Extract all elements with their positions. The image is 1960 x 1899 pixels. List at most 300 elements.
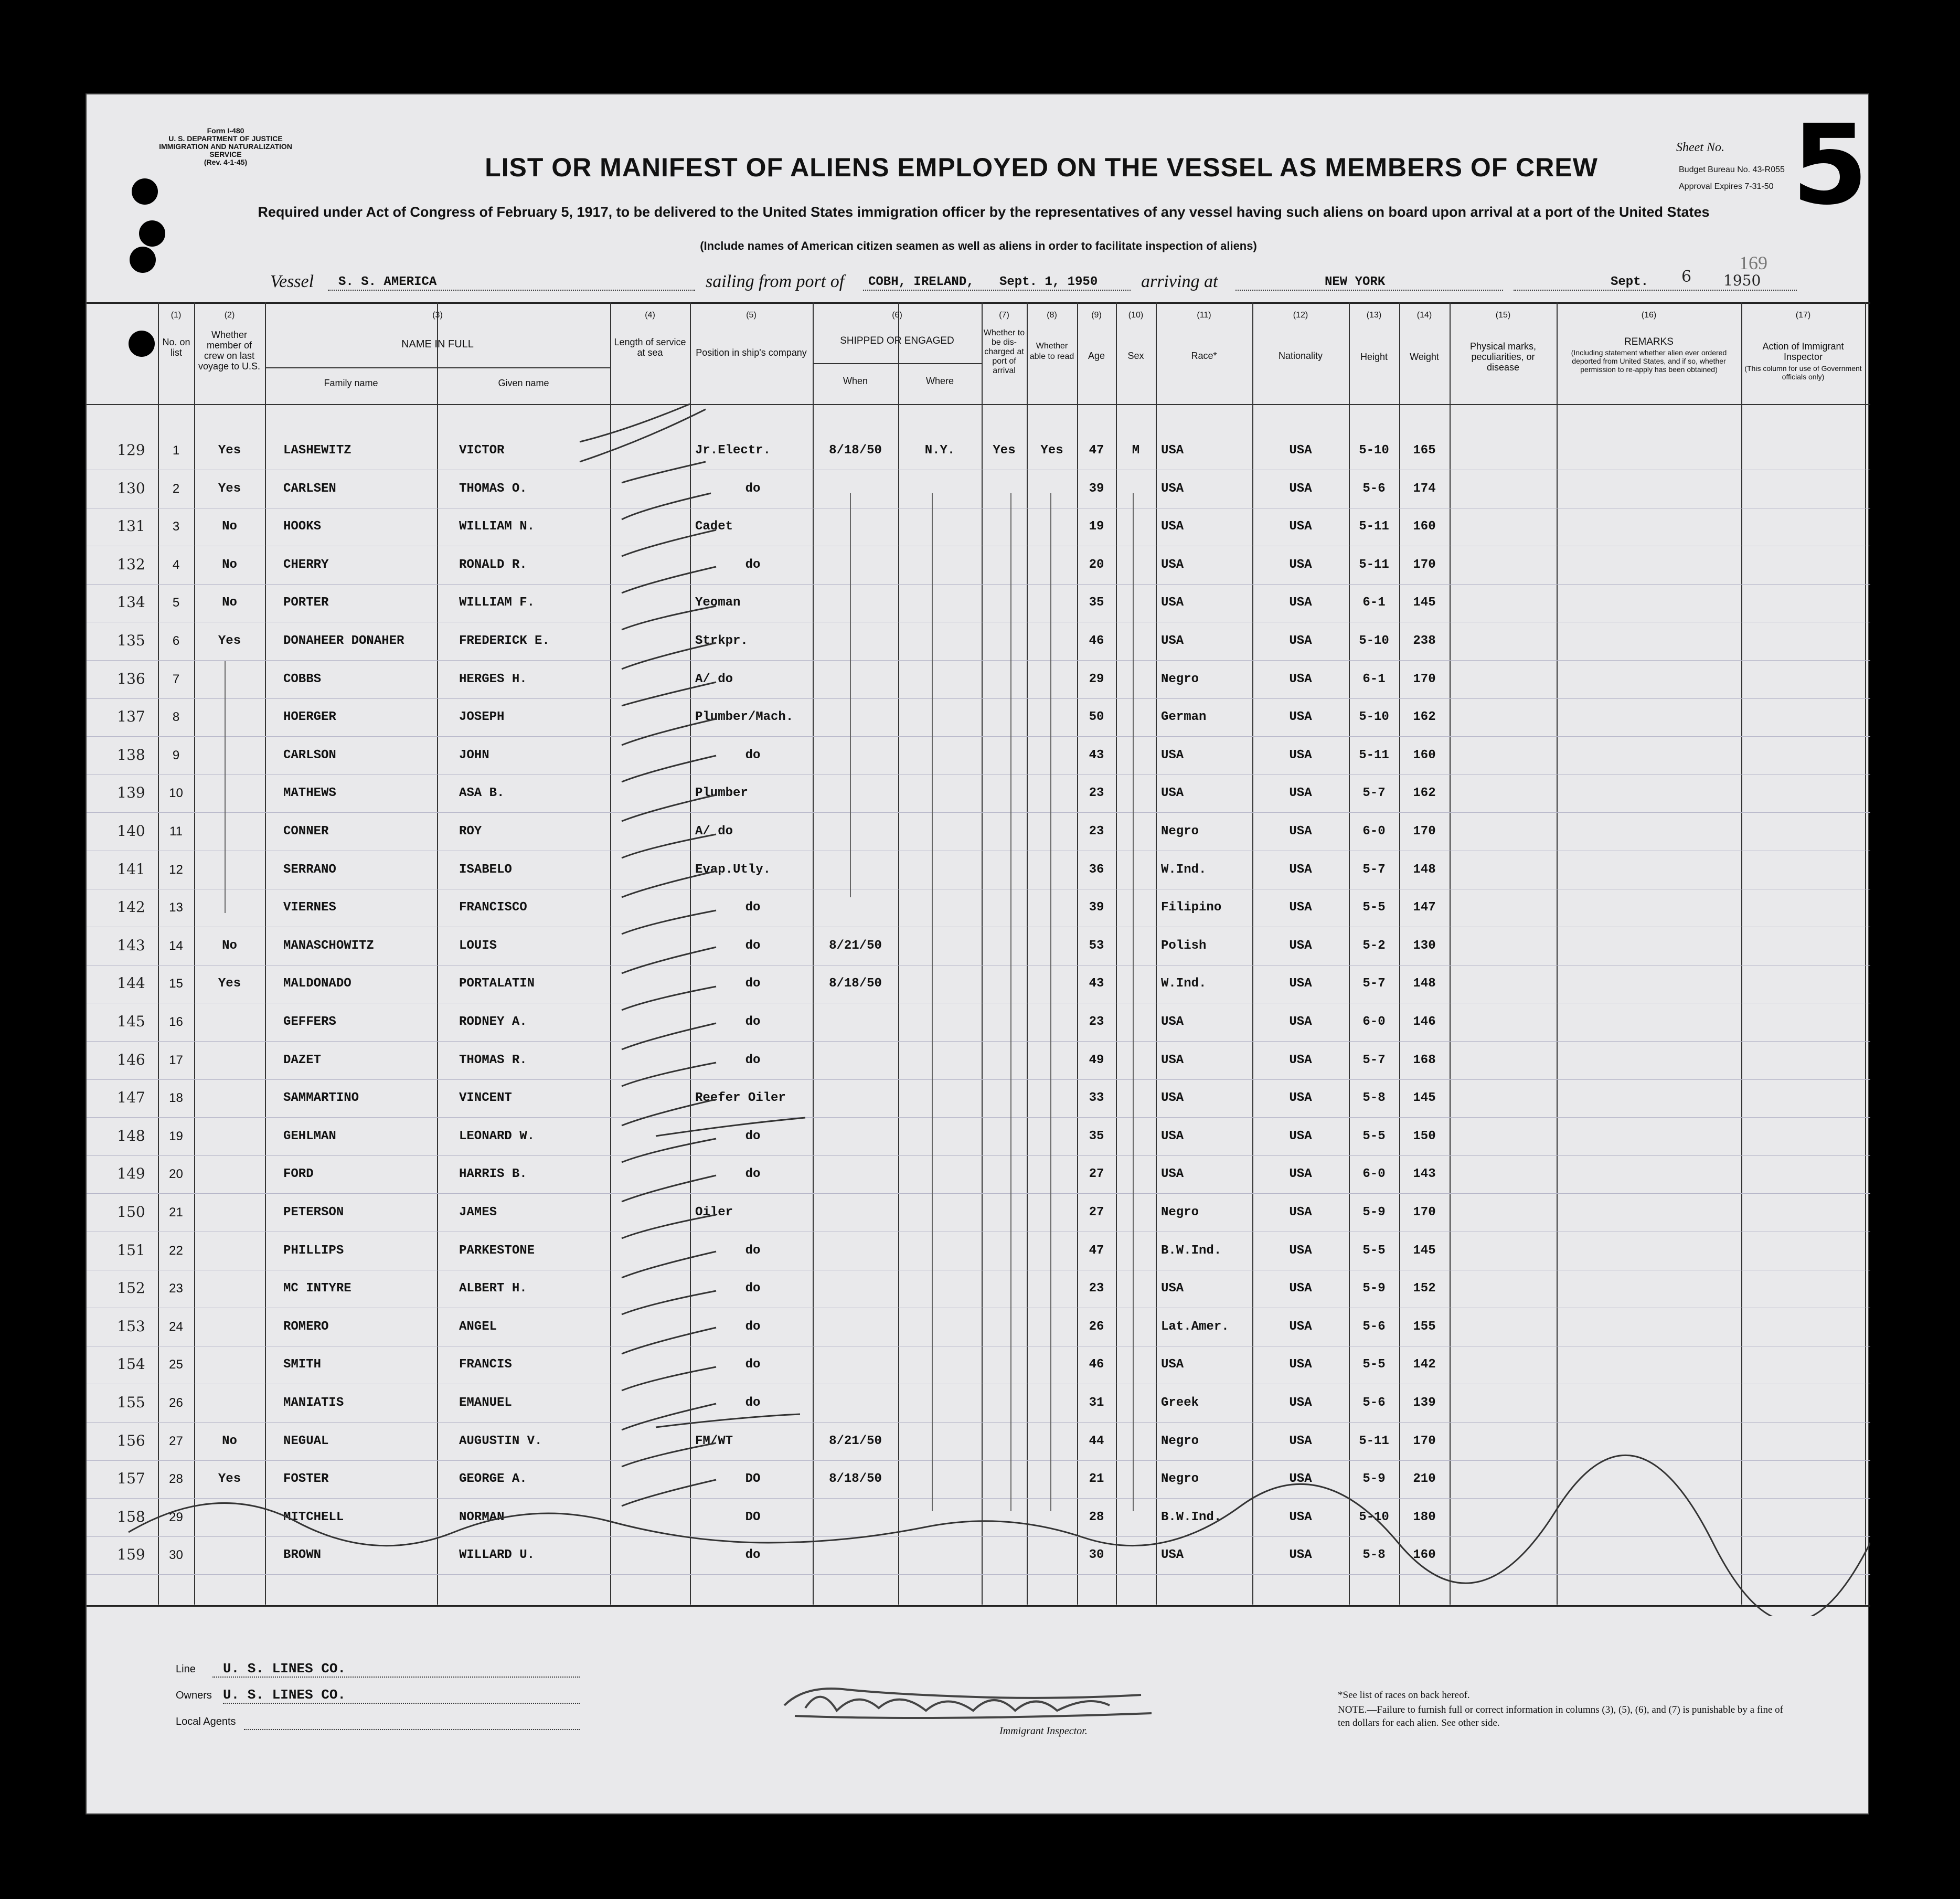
height: 5-6 [1362, 1319, 1386, 1334]
line-number: 131 [117, 517, 145, 535]
row-number: 16 [169, 1015, 183, 1029]
family-name: SERRANO [283, 862, 336, 877]
race: B.W.Ind. [1161, 1243, 1222, 1258]
weight: 160 [1413, 519, 1436, 534]
given-name: THOMAS R. [459, 1053, 527, 1067]
position: DO [745, 1472, 761, 1487]
position: do [745, 1129, 761, 1143]
weight: 146 [1413, 1015, 1436, 1029]
age: 23 [1089, 824, 1104, 839]
height: 5-5 [1362, 1357, 1386, 1372]
handwritten-check-marks [87, 94, 1870, 1616]
position: do [745, 1319, 761, 1334]
line-number: 149 [117, 1165, 145, 1183]
col-num-14: (14) [1416, 311, 1432, 320]
nationality: USA [1289, 710, 1312, 725]
given-name: WILLIAM F. [459, 596, 535, 610]
weight: 238 [1413, 634, 1436, 648]
given-name: WILLIAM N. [459, 519, 535, 534]
row-number: 15 [169, 977, 183, 991]
row-number: 11 [169, 824, 183, 839]
position: do [745, 938, 761, 953]
weight: 160 [1413, 1548, 1436, 1563]
height: 6-0 [1362, 824, 1386, 839]
member-last-voyage: Yes [218, 1472, 241, 1487]
given-name: ANGEL [459, 1319, 497, 1334]
arriving-label: arriving at [1141, 272, 1218, 291]
given-name: PARKESTONE [459, 1243, 535, 1258]
family-name: FORD [283, 1167, 314, 1182]
col-num-16: (16) [1641, 311, 1657, 320]
line-number: 154 [117, 1355, 145, 1373]
col-num-9: (9) [1091, 311, 1102, 320]
header-action-inspector: Action of Immigrant Inspector [1762, 341, 1844, 362]
department: U. S. DEPARTMENT OF JUSTICE [168, 134, 283, 143]
position: do [745, 977, 761, 991]
nationality: USA [1289, 1281, 1312, 1296]
weight: 152 [1413, 1281, 1436, 1296]
sheet-number-label: Sheet No. [1676, 141, 1724, 154]
age: 23 [1089, 1015, 1104, 1029]
header-position: Position in ship's company [696, 347, 807, 358]
line-number: 140 [117, 822, 145, 840]
nationality: USA [1289, 596, 1312, 610]
shipped-when: 8/18/50 [829, 443, 882, 458]
header-family-name: Family name [324, 378, 378, 388]
nationality: USA [1289, 1357, 1312, 1372]
given-name: GEORGE A. [459, 1472, 527, 1487]
position: A/ do [695, 672, 733, 686]
family-name: FOSTER [283, 1472, 329, 1487]
line-number: 144 [117, 974, 145, 992]
row-number: 2 [172, 481, 180, 496]
position: do [745, 748, 761, 762]
row-number: 22 [169, 1243, 183, 1258]
weight: 165 [1413, 443, 1436, 458]
arrival-month: Sept. [1611, 275, 1649, 289]
nationality: USA [1289, 1129, 1312, 1143]
given-name: ROY [459, 824, 482, 839]
race: USA [1161, 786, 1184, 801]
weight: 210 [1413, 1472, 1436, 1487]
given-name: EMANUEL [459, 1396, 512, 1410]
height: 5-9 [1362, 1472, 1386, 1487]
given-name: FRANCISCO [459, 900, 527, 915]
nationality: USA [1289, 1015, 1312, 1029]
row-number: 14 [169, 938, 183, 953]
position: do [745, 1357, 761, 1372]
age: 23 [1089, 1281, 1104, 1296]
weight: 142 [1413, 1357, 1436, 1372]
position: do [745, 900, 761, 915]
race: USA [1161, 1091, 1184, 1106]
race: USA [1161, 519, 1184, 534]
height: 5-10 [1359, 1510, 1389, 1524]
line-label: Line [176, 1663, 196, 1675]
row-number: 1 [172, 443, 180, 458]
family-name: LASHEWITZ [283, 443, 351, 458]
line-number: 143 [117, 936, 145, 954]
arrival-year: 1950 [1723, 272, 1761, 289]
weight: 148 [1413, 977, 1436, 991]
race: Negro [1161, 824, 1199, 839]
owners-value: U. S. LINES CO. [223, 1687, 346, 1703]
height: 5-5 [1362, 1129, 1386, 1143]
row-number: 26 [169, 1396, 183, 1410]
row-number: 30 [169, 1548, 183, 1563]
nationality: USA [1289, 1434, 1312, 1448]
given-name: PORTALATIN [459, 977, 535, 991]
age: 39 [1089, 481, 1104, 496]
age: 21 [1089, 1472, 1104, 1487]
manifest-sheet [86, 93, 1869, 1815]
height: 5-11 [1359, 519, 1389, 534]
header-name-in-full: NAME IN FULL [401, 338, 474, 350]
nationality: USA [1289, 900, 1312, 915]
given-name: JOHN [459, 748, 489, 762]
given-name: VICTOR [459, 443, 505, 458]
race: USA [1161, 1015, 1184, 1029]
form-number: Form I-480 [207, 126, 244, 135]
race: Filipino [1161, 900, 1222, 915]
weight: 168 [1413, 1053, 1436, 1067]
race: USA [1161, 1281, 1184, 1296]
line-number: 139 [117, 784, 145, 802]
row-number: 27 [169, 1434, 183, 1448]
col-num-11: (11) [1197, 311, 1211, 320]
nationality: USA [1289, 1510, 1312, 1524]
col-num-1: (1) [171, 311, 182, 320]
line-number: 155 [117, 1394, 145, 1411]
age: 43 [1089, 748, 1104, 762]
col-num-4: (4) [645, 311, 655, 320]
given-name: VINCENT [459, 1091, 512, 1106]
header-member-last-voyage: Whether member of crew on last voyage to U.S. [198, 330, 261, 372]
nationality: USA [1289, 481, 1312, 496]
page-number-stamp: 169 [1739, 252, 1767, 273]
line-number: 136 [117, 670, 145, 687]
shipped-when: 8/21/50 [829, 938, 882, 953]
row-number: 6 [172, 634, 180, 648]
weight: 143 [1413, 1167, 1436, 1182]
line-number: 137 [117, 708, 145, 726]
col-num-5: (5) [746, 311, 757, 320]
col-num-8: (8) [1047, 311, 1057, 320]
family-name: PORTER [283, 596, 329, 610]
shipped-when: 8/21/50 [829, 1434, 882, 1448]
family-name: CONNER [283, 824, 329, 839]
height: 5-2 [1362, 938, 1386, 953]
position: do [745, 1548, 761, 1563]
header-when: When [843, 376, 868, 386]
race: USA [1161, 1357, 1184, 1372]
nationality: USA [1289, 443, 1312, 458]
col-num-10: (10) [1128, 311, 1144, 320]
height: 5-9 [1362, 1205, 1386, 1219]
weight: 174 [1413, 481, 1436, 496]
age: 20 [1089, 557, 1104, 572]
member-last-voyage: Yes [218, 481, 241, 496]
member-last-voyage: Yes [218, 634, 241, 648]
fine-note: NOTE.—Failure to furnish full or correct information in columns (3), (5), (6), and (7) is punishable by a fine of ten dollars for each alien. See other side. [1338, 1704, 1783, 1728]
line-number: 129 [117, 441, 145, 459]
weight: 130 [1413, 938, 1436, 953]
age: 26 [1089, 1319, 1104, 1334]
header-height: Height [1360, 352, 1388, 362]
age: 35 [1089, 1129, 1104, 1143]
family-name: MANIATIS [283, 1396, 344, 1410]
sailing-label: sailing from port of [706, 272, 845, 291]
age: 46 [1089, 1357, 1104, 1372]
member-last-voyage: Yes [218, 977, 241, 991]
line-number: 159 [117, 1546, 145, 1564]
revision: (Rev. 4-1-45) [204, 158, 248, 166]
line-number: 147 [117, 1089, 145, 1107]
family-name: DAZET [283, 1053, 322, 1067]
line-number: 146 [117, 1051, 145, 1068]
given-name: HERGES H. [459, 672, 527, 686]
given-name: LOUIS [459, 938, 497, 953]
member-last-voyage: No [222, 938, 237, 953]
age: 53 [1089, 938, 1104, 953]
family-name: BROWN [283, 1548, 322, 1563]
nationality: USA [1289, 977, 1312, 991]
race: Greek [1161, 1396, 1199, 1410]
nationality: USA [1289, 1396, 1312, 1410]
height: 5-6 [1362, 1396, 1386, 1410]
given-name: FREDERICK E. [459, 634, 550, 648]
age: 49 [1089, 1053, 1104, 1067]
family-name: PHILLIPS [283, 1243, 344, 1258]
race: German [1161, 710, 1207, 725]
race: USA [1161, 1129, 1184, 1143]
header-physical-marks: Physical marks, peculiarities, or disease [1469, 341, 1537, 373]
row-number: 3 [172, 519, 180, 534]
approval-expiry: Approval Expires 7-31-50 [1679, 182, 1774, 191]
height: 5-7 [1362, 977, 1386, 991]
height: 6-1 [1362, 672, 1386, 686]
position: Reefer Oiler [695, 1091, 786, 1106]
race: USA [1161, 634, 1184, 648]
age: 27 [1089, 1205, 1104, 1219]
given-name: THOMAS O. [459, 481, 527, 496]
height: 5-5 [1362, 900, 1386, 915]
row-number: 21 [169, 1205, 183, 1219]
family-name: SMITH [283, 1357, 322, 1372]
age: 29 [1089, 672, 1104, 686]
nationality: USA [1289, 519, 1312, 534]
nationality: USA [1289, 1548, 1312, 1563]
col-num-13: (13) [1366, 311, 1382, 320]
row-number: 10 [169, 786, 183, 801]
col-num-7: (7) [999, 311, 1009, 320]
age: 33 [1089, 1091, 1104, 1106]
nationality: USA [1289, 557, 1312, 572]
family-name: MALDONADO [283, 977, 351, 991]
row-number: 18 [169, 1091, 183, 1106]
header-age: Age [1088, 351, 1105, 361]
position: do [745, 557, 761, 572]
race: USA [1161, 1548, 1184, 1563]
header-discharged: Whether to be dis-charged at port of arrival [983, 328, 1025, 375]
height: 5-10 [1359, 443, 1389, 458]
age: 27 [1089, 1167, 1104, 1182]
given-name: RODNEY A. [459, 1015, 527, 1029]
sailing-port: COBH, IRELAND, [868, 275, 974, 289]
row-number: 12 [169, 862, 183, 877]
member-last-voyage: No [222, 1434, 237, 1448]
weight: 145 [1413, 1243, 1436, 1258]
weight: 145 [1413, 596, 1436, 610]
vessel-name: S. S. AMERICA [338, 275, 437, 289]
position: DO [745, 1510, 761, 1524]
height: 5-10 [1359, 710, 1389, 725]
position: FM/WT [695, 1434, 733, 1448]
row-number: 23 [169, 1281, 183, 1296]
header-no-on-list: No. on list [162, 337, 190, 358]
race: B.W.Ind. [1161, 1510, 1222, 1524]
age: 47 [1089, 443, 1104, 458]
shipped-when: 8/18/50 [829, 1472, 882, 1487]
header-action-note: (This column for use of Government officials only) [1744, 364, 1862, 381]
include-note: (Include names of American citizen seamen as well as aliens in order to facilitate inspection of aliens) [700, 239, 1257, 252]
nationality: USA [1289, 1243, 1312, 1258]
height: 5-11 [1359, 1434, 1389, 1448]
header-remarks-note: (Including statement whether alien ever ordered deported from United States, and if so, whether permission to re-apply has been obtained) [1571, 348, 1727, 374]
position: Plumber/Mach. [695, 710, 794, 725]
position: A/ do [695, 824, 733, 839]
height: 5-7 [1362, 786, 1386, 801]
weight: 147 [1413, 900, 1436, 915]
member-last-voyage: No [222, 596, 237, 610]
given-name: JOSEPH [459, 710, 505, 725]
header-shipped-engaged: SHIPPED OR ENGAGED [840, 335, 954, 346]
race: USA [1161, 1053, 1184, 1067]
position: do [745, 1015, 761, 1029]
line-number: 141 [117, 860, 145, 878]
sailing-date: Sept. 1, 1950 [999, 275, 1098, 289]
nationality: USA [1289, 1472, 1312, 1487]
race: USA [1161, 481, 1184, 496]
position: do [745, 1281, 761, 1296]
age: 46 [1089, 634, 1104, 648]
nationality: USA [1289, 748, 1312, 762]
given-name: RONALD R. [459, 557, 527, 572]
weight: 162 [1413, 710, 1436, 725]
races-note: *See list of races on back hereof. [1338, 1690, 1470, 1701]
shipped-when: 8/18/50 [829, 977, 882, 991]
member-last-voyage: No [222, 557, 237, 572]
weight: 170 [1413, 824, 1436, 839]
able-to-read: Yes [1040, 443, 1063, 458]
col-num-12: (12) [1293, 311, 1308, 320]
col-num-17: (17) [1795, 311, 1811, 320]
member-last-voyage: Yes [218, 443, 241, 458]
line-number: 132 [117, 555, 145, 573]
nationality: USA [1289, 824, 1312, 839]
budget-number: Budget Bureau No. 43-R055 [1679, 165, 1785, 174]
height: 5-8 [1362, 1548, 1386, 1563]
header-nationality: Nationality [1278, 351, 1323, 361]
race: USA [1161, 443, 1184, 458]
row-number: 9 [172, 748, 180, 762]
race: Polish [1161, 938, 1207, 953]
vessel-label: Vessel [270, 272, 314, 291]
family-name: PETERSON [283, 1205, 344, 1219]
given-name: ASA B. [459, 786, 505, 801]
header-sex: Sex [1127, 351, 1144, 361]
service: IMMIGRATION AND NATURALIZATION SERVICE [159, 142, 292, 158]
family-name: COBBS [283, 672, 322, 686]
member-last-voyage: No [222, 519, 237, 534]
row-number: 29 [169, 1510, 183, 1524]
col-num-3: (3) [432, 311, 443, 320]
age: 47 [1089, 1243, 1104, 1258]
race: Lat.Amer. [1161, 1319, 1229, 1334]
given-name: AUGUSTIN V. [459, 1434, 542, 1448]
race: Negro [1161, 1205, 1199, 1219]
line-value: U. S. LINES CO. [223, 1661, 346, 1677]
given-name: JAMES [459, 1205, 497, 1219]
line-number: 135 [117, 632, 145, 649]
nationality: USA [1289, 862, 1312, 877]
age: 30 [1089, 1548, 1104, 1563]
weight: 180 [1413, 1510, 1436, 1524]
line-number: 145 [117, 1013, 145, 1030]
height: 5-11 [1359, 557, 1389, 572]
given-name: ISABELO [459, 862, 512, 877]
race: Negro [1161, 672, 1199, 686]
position: Yeoman [695, 596, 741, 610]
weight: 155 [1413, 1319, 1436, 1334]
weight: 145 [1413, 1091, 1436, 1106]
position: Oiler [695, 1205, 733, 1219]
header-given-name: Given name [498, 378, 549, 388]
row-number: 4 [172, 557, 180, 572]
race: USA [1161, 596, 1184, 610]
family-name: HOERGER [283, 710, 336, 725]
line-number: 130 [117, 479, 145, 497]
given-name: WILLARD U. [459, 1548, 535, 1563]
height: 5-5 [1362, 1243, 1386, 1258]
line-number: 158 [117, 1508, 145, 1525]
height: 6-0 [1362, 1015, 1386, 1029]
owners-label: Owners [176, 1690, 212, 1701]
family-name: ROMERO [283, 1319, 329, 1334]
line-number: 151 [117, 1241, 145, 1259]
position: Cadet [695, 519, 733, 534]
age: 19 [1089, 519, 1104, 534]
row-number: 20 [169, 1167, 183, 1182]
nationality: USA [1289, 634, 1312, 648]
age: 39 [1089, 900, 1104, 915]
position: Plumber [695, 786, 748, 801]
position: do [745, 1167, 761, 1182]
nationality: USA [1289, 1319, 1312, 1334]
race: Negro [1161, 1472, 1199, 1487]
nationality: USA [1289, 1091, 1312, 1106]
row-number: 19 [169, 1129, 183, 1143]
line-number: 134 [117, 593, 145, 611]
weight: 170 [1413, 557, 1436, 572]
age: 23 [1089, 786, 1104, 801]
weight: 170 [1413, 1205, 1436, 1219]
line-number: 153 [117, 1317, 145, 1335]
nationality: USA [1289, 938, 1312, 953]
weight: 170 [1413, 1434, 1436, 1448]
position: do [745, 1396, 761, 1410]
position: do [745, 481, 761, 496]
